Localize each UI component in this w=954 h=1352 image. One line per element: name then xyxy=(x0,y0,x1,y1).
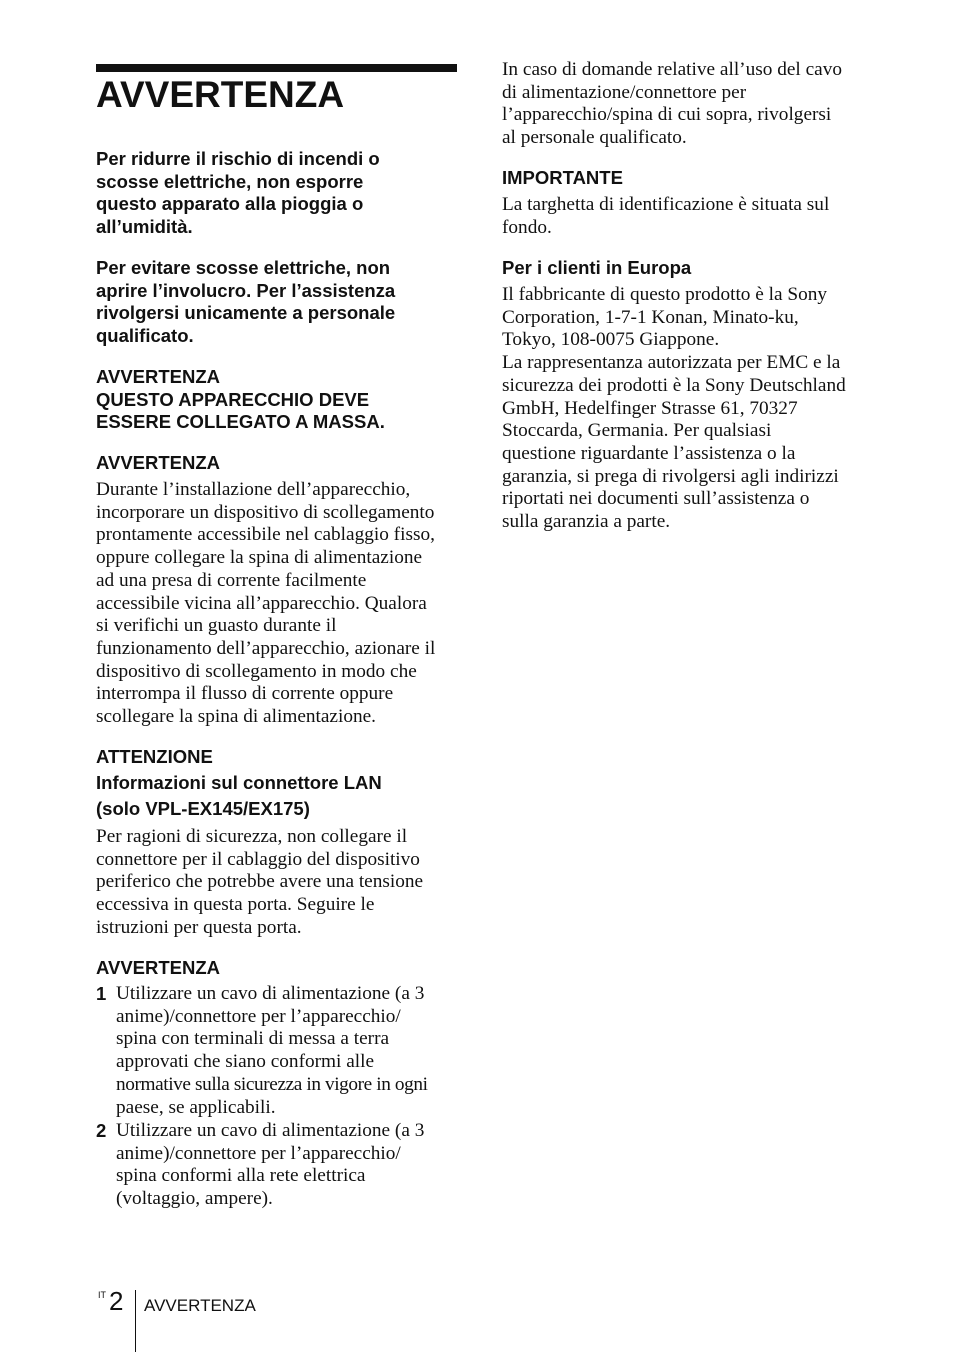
lan-paragraph: Per ragioni di sicurezza, non collegare il connettore per il cablaggio del dispositivo periferico che potrebbe avere una tensione eccessiva in questa porta. Seguire le istruzioni per questa porta. xyxy=(96,826,424,938)
cable-questions-paragraph: In caso di domande relative all’uso del cavo di alimentazione/connettore per l’apparecchio/spina di cui sopra, rivolgersi al personale qualificato. xyxy=(502,59,842,149)
nameplate-paragraph: La targhetta di identificazione è situata sul fondo. xyxy=(502,194,830,238)
shock-enclosure-warning: Per evitare scosse elettriche, non aprire l’involucro. Per l’assistenza rivolgersi unicamente a personale qualificato. xyxy=(96,257,396,347)
avvertenza-heading: AVVERTENZA xyxy=(96,452,221,473)
list-item: Utilizzare un cavo di alimentazione (a 3 anime)/connettore per l’apparecchio/ spina conformi alla rete elettrica (voltaggio, ampere). xyxy=(116,1120,425,1210)
list-number: 1 xyxy=(96,983,107,1004)
page-title: AVVERTENZA xyxy=(96,74,345,115)
importante-heading: IMPORTANTE xyxy=(502,167,623,188)
grounding-warning: AVVERTENZA QUESTO APPARECCHIO DEVE ESSERE COLLEGATO A MASSA. xyxy=(96,366,385,433)
footer-section-label: AVVERTENZA xyxy=(144,1296,256,1315)
fire-shock-warning: Per ridurre il rischio di incendi o scosse elettriche, non esporre questo apparato alla pioggia o all’umidità. xyxy=(96,148,380,238)
avvertenza-cable-heading: AVVERTENZA xyxy=(96,957,221,978)
footer-language: IT xyxy=(98,1290,106,1300)
footer-divider xyxy=(135,1290,136,1352)
lan-heading: Informazioni sul connettore LAN (solo VPL-EX145/EX175) xyxy=(96,772,382,819)
europe-heading: Per i clienti in Europa xyxy=(502,257,692,278)
title-rule xyxy=(96,64,457,72)
europe-paragraph: Il fabbricante di questo prodotto è la Sony Corporation, 1-7-1 Konan, Minato-ku, Tokyo, 108-0075 Giappone. La rappresentanza autorizzata per EMC e la sicurezza dei prodotti è la Sony Deutschland GmbH, Hedelfinger Strasse 61, 70327 Stoccarda, Germania. Per qualsiasi questione riguardante l’assistenza o la garanzia, si prega di rivolgersi agli indirizzi riportati nei documenti sull’assistenza o sulla garanzia a parte. xyxy=(502,284,846,533)
list-number: 2 xyxy=(96,1120,107,1141)
installation-paragraph: Durante l’installazione dell’apparecchio, incorporare un dispositivo di scollegamento prontamente accessibile nel cablaggio fisso, oppure collegare la spina di alimentazione ad una presa di corrente facilmente accessibile vicina all’apparecchio. Qualora si verifichi un guasto durante il funzionamento dell’apparecchio, azionare il dispositivo di scollegamento in modo che interrompa il flusso di corrente oppure scollegare la spina di alimentazione. xyxy=(96,479,436,728)
page-number: 2 xyxy=(109,1286,124,1316)
list-item: Utilizzare un cavo di alimentazione (a 3 anime)/connettore per l’apparecchio/ spina con terminali di messa a terra approvati che siano conformi alle normative sulla sicurezza in vigore in ogni paese, se applicabili. xyxy=(116,983,428,1118)
attenzione-heading: ATTENZIONE xyxy=(96,746,213,767)
